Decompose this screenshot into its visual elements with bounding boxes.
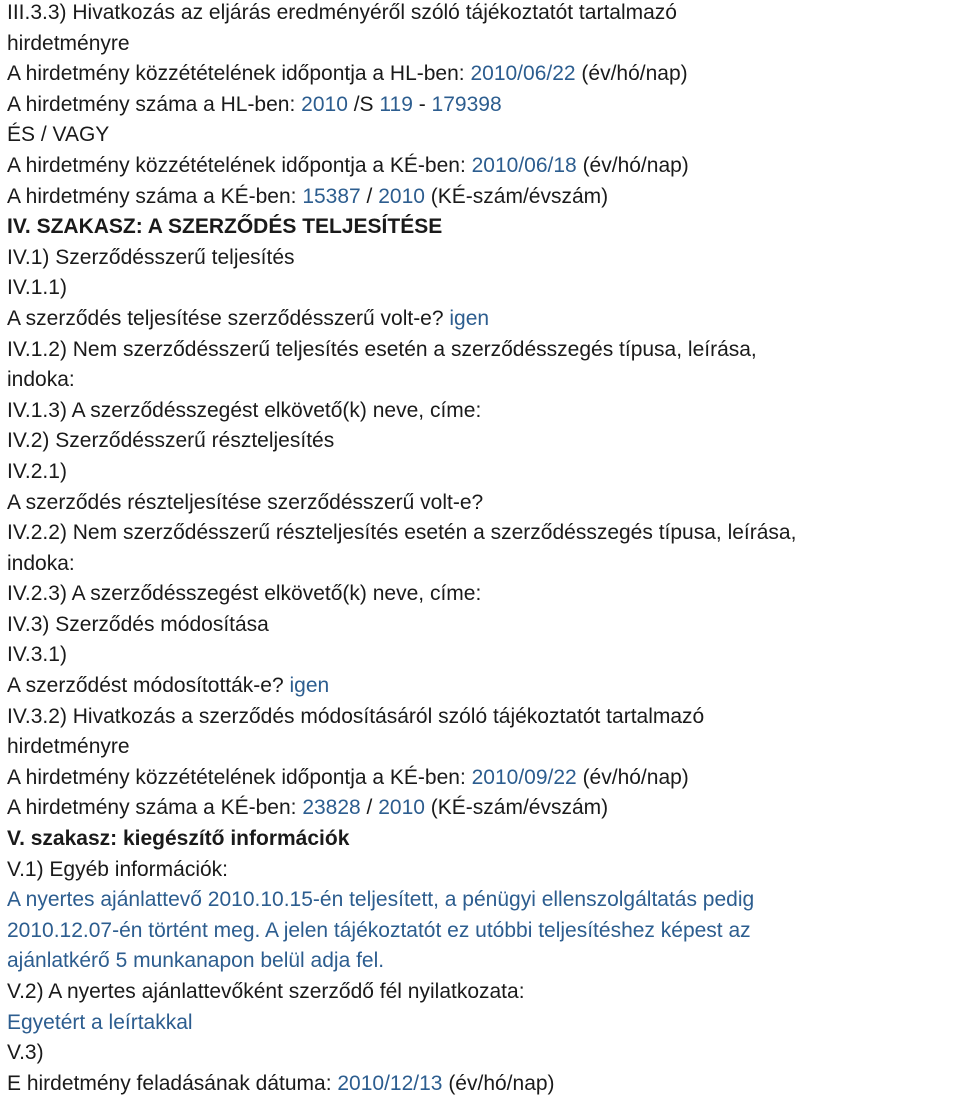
iv-ke-notice-number: A hirdetmény száma a KÉ-ben: 23828 / 2010 (KÉ-szám/évszám) xyxy=(7,796,609,820)
iv-3-heading: IV.3) Szerződés módosítása xyxy=(7,612,269,636)
hl-number-year: 2010 xyxy=(301,92,348,116)
iv-2-1-question: A szerződés részteljesítése szerződésszerű volt-e? xyxy=(7,490,484,514)
iv-ke-date-value: 2010/09/22 xyxy=(471,765,577,789)
ke-date-value: 2010/06/18 xyxy=(471,153,577,177)
iv-1-1-answer: igen xyxy=(449,306,490,330)
v-1-heading: V.1) Egyéb információk: xyxy=(7,857,229,881)
hl-number-b: 179398 xyxy=(431,92,502,116)
iv-3-1-question: A szerződést módosították-e? igen xyxy=(7,674,330,698)
iv-ke-publication-date: A hirdetmény közzétételének időpontja a KÉ-ben: 2010/09/22 (év/hó/nap) xyxy=(7,765,689,789)
ke-number-value: 15387 xyxy=(302,184,361,208)
v-1-text-line-2: 2010.12.07-én történt meg. A jelen tájékoztatót ez utóbbi teljesítéshez képest az xyxy=(7,918,751,942)
v-1-text-line-1: A nyertes ajánlattevő 2010.10.15-én teljesített, a pénügyi ellenszolgáltatás pedig xyxy=(7,888,755,912)
section-3-3-3-heading: III.3.3) Hivatkozás az eljárás eredményéről szóló tájékoztatót tartalmazó xyxy=(7,1,677,24)
iv-2-2-heading: IV.2.2) Nem szerződésszerű részteljesítés esetén a szerződésszegés típusa, leírása, xyxy=(7,521,797,545)
section-iv-title: IV. SZAKASZ: A SZERZŐDÉS TELJESÍTÉSE xyxy=(7,215,443,239)
v-2-text: Egyetért a leírtakkal xyxy=(7,1010,193,1034)
v-3-heading: V.3) xyxy=(7,1041,44,1065)
iv-1-3-heading: IV.1.3) A szerződésszegést elkövető(k) neve, címe: xyxy=(7,398,482,422)
iv-3-2-heading-cont: hirdetményre xyxy=(7,735,130,759)
iv-2-3-heading: IV.2.3) A szerződésszegést elkövető(k) neve, címe: xyxy=(7,582,482,606)
iv-3-1-answer: igen xyxy=(289,674,330,698)
iv-ke-number-value: 23828 xyxy=(302,796,361,820)
iv-1-2-heading: IV.1.2) Nem szerződésszerű teljesítés esetén a szerződésszegés típusa, leírása, xyxy=(7,337,757,361)
v-3-date-value: 2010/12/13 xyxy=(337,1071,443,1095)
iv-2-heading: IV.2) Szerződésszerű részteljesítés xyxy=(7,429,335,453)
hl-notice-number: A hirdetmény száma a HL-ben: 2010 /S 119 - 179398 xyxy=(7,92,502,116)
hl-number-a: 119 xyxy=(379,92,413,116)
iv-1-1-question: A szerződés teljesítése szerződésszerű volt-e? igen xyxy=(7,306,490,330)
ke-publication-date: A hirdetmény közzétételének időpontja a KÉ-ben: 2010/06/18 (év/hó/nap) xyxy=(7,153,689,177)
hl-publication-date: A hirdetmény közzétételének időpontja a HL-ben: 2010/06/22 (év/hó/nap) xyxy=(7,62,688,86)
iv-1-2-heading-cont: indoka: xyxy=(7,368,75,392)
iv-3-1-heading: IV.3.1) xyxy=(7,643,67,667)
hl-date-value: 2010/06/22 xyxy=(470,62,576,86)
section-3-3-3-heading-cont: hirdetményre xyxy=(7,31,130,55)
v-1-text-line-3: ajánlatkérő 5 munkanapon belül adja fel. xyxy=(7,949,385,973)
iv-2-1-heading: IV.2.1) xyxy=(7,459,67,483)
ke-notice-number: A hirdetmény száma a KÉ-ben: 15387 / 2010 (KÉ-szám/évszám) xyxy=(7,184,609,208)
section-v-title: V. szakasz: kiegészítő információk xyxy=(7,827,350,851)
iv-3-2-heading: IV.3.2) Hivatkozás a szerződés módosításáról szóló tájékoztatót tartalmazó xyxy=(7,704,705,728)
iv-2-2-heading-cont: indoka: xyxy=(7,551,75,575)
ke-number-year: 2010 xyxy=(378,184,425,208)
v-2-heading: V.2) A nyertes ajánlattevőként szerződő fél nyilatkozata: xyxy=(7,980,525,1003)
iv-1-heading: IV.1) Szerződésszerű teljesítés xyxy=(7,245,295,269)
iv-ke-number-year: 2010 xyxy=(378,796,425,820)
v-3-dispatch-date: E hirdetmény feladásának dátuma: 2010/12/13 (év/hó/nap) xyxy=(7,1071,555,1095)
and-or-separator: ÉS / VAGY xyxy=(7,123,110,147)
iv-1-1-heading: IV.1.1) xyxy=(7,276,67,300)
